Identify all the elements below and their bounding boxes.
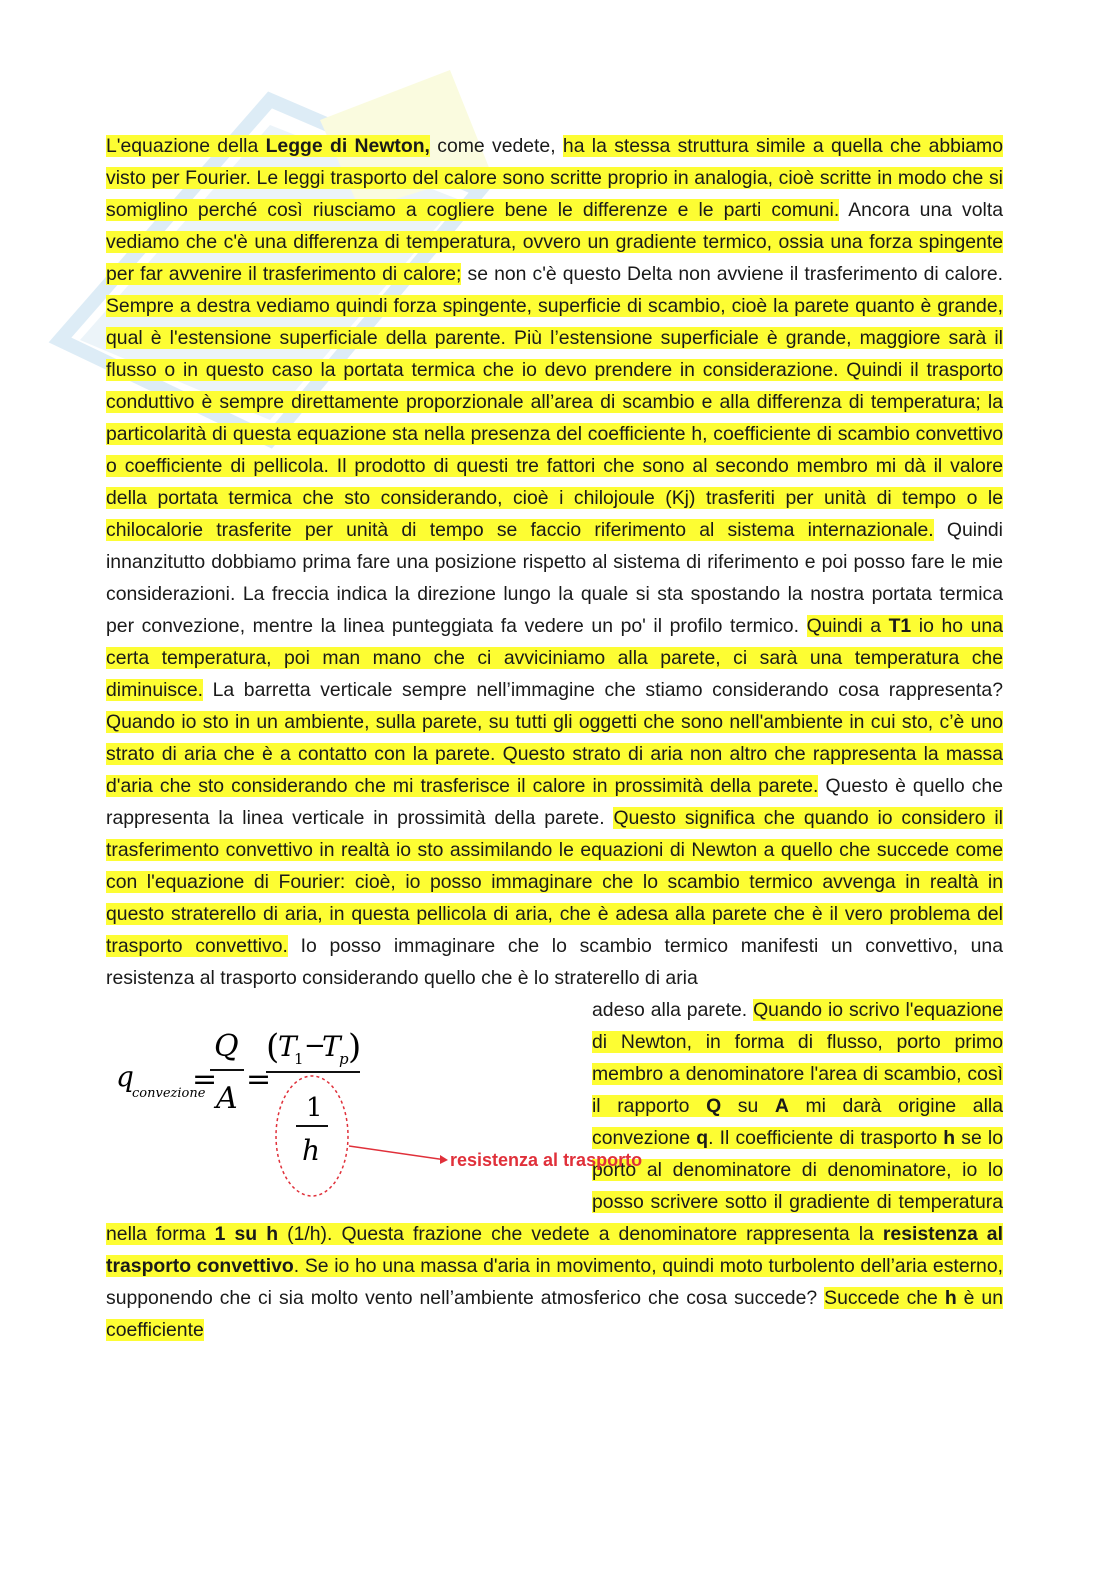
highlighted-text: Quindi a bbox=[806, 615, 889, 637]
Tp-subscript: p bbox=[339, 1050, 349, 1068]
Tp-symbol: T bbox=[322, 1030, 341, 1063]
svg-text:(: ( bbox=[266, 1027, 280, 1067]
body-text: supponendo che ci sia molto vento nell’ambiente atmosferico che cosa succede? bbox=[106, 1287, 825, 1309]
highlighted-text: Questo significa che quando io considero il trasferimento convettivo in realtà io sto assimilando le equazioni di Newton a quello che succede come con l'equazione di Fourier: cioè, io posso immaginare che lo scambio termico avvenga in realtà in questo straterello di aria, in questa pellicola di aria, che è adesa alla parete che è il vero problema del trasporto convettivo. bbox=[106, 807, 1003, 957]
highlighted-text: Succede che bbox=[824, 1287, 945, 1309]
T1-symbol: T bbox=[278, 1030, 297, 1063]
highlighted-text: 1 su h bbox=[214, 1223, 279, 1245]
highlighted-text: T1 bbox=[888, 615, 912, 637]
body-text: Io posso immaginare che lo scambio termico manifesti un convettivo, una resistenza al trasporto considerando quello che è lo straterello di aria bbox=[106, 935, 1003, 989]
highlighted-text: Quando io sto in un ambiente, sulla parete, su tutti gli oggetti che sono nell'ambiente in cui sto, c’è uno strato di aria che è a contatto con la parete. Questo strato di aria non altro che rappresenta la massa d'aria che sto considerando che mi trasferisce il calore in prossimità della parete. bbox=[106, 711, 1003, 797]
svg-text:=: = bbox=[246, 1062, 272, 1097]
q-subscript: convezione bbox=[132, 1086, 206, 1101]
newton-equation-figure bbox=[106, 996, 643, 1201]
annotation-label: resistenza al trasporto bbox=[450, 1150, 643, 1170]
svg-text:=: = bbox=[192, 1062, 218, 1097]
document-page bbox=[106, 130, 1003, 1346]
body-text: come vedete, bbox=[429, 135, 563, 157]
highlighted-text: mi darà origine alla convezione bbox=[592, 1095, 1003, 1149]
highlighted-text: su bbox=[721, 1095, 775, 1117]
svg-text:): ) bbox=[348, 1027, 362, 1067]
one-symbol: 1 bbox=[306, 1093, 323, 1123]
highlighted-text: (1/h). Questa frazione che vedete a denominatore rappresenta la bbox=[278, 1223, 883, 1245]
svg-text:−: − bbox=[304, 1031, 326, 1061]
highlighted-text: . Il coefficiente di trasporto bbox=[708, 1127, 944, 1149]
highlighted-text: io ho una certa temperatura, poi man mano che ci avviciniamo alla parete, ci sarà una temperatura che diminuisce. bbox=[106, 615, 1003, 701]
highlighted-text: Sempre a destra vediamo quindi forza spingente, superficie di scambio, cioè la parete quanto è grande, qual è l'estensione superficiale della parente. Più l’estensione superficiale è grande, maggiore sarà il flusso o in questo caso la portata termica che io devo prendere in considerazione. Quindi il trasporto conduttivo è sempre direttamente proporzionale all’area di scambio e alla differenza di temperatura; la particolarità di questa equazione sta nella presenza del coefficiente h, coefficiente di scambio convettivo o coefficiente di pellicola. Il prodotto di questi tre fattori che sono al secondo membro mi dà il valore della portata termica che sto considerando, cioè i chilojoule (Kj) trasferiti per unità di tempo o le chilocalorie trasferite per unità di tempo se faccio riferimento al sistema internazionale. bbox=[106, 295, 1003, 541]
highlighted-text: Quando io scrivo l'equazione di Newton, in forma di flusso, porto primo membro a denominatore l'area di scambio, così il rapporto bbox=[592, 999, 1003, 1117]
body-text: Questo è quello che rappresenta la linea verticale in prossimità della parete. bbox=[106, 775, 1004, 829]
highlighted-text: vediamo che c'è una differenza di temperatura, ovvero un gradiente termico, ossia una forza spingente per far avvenire il trasferimento di calore; bbox=[106, 231, 1003, 285]
body-text: La barretta verticale sempre nell’immagine che stiamo considerando cosa rappresenta? bbox=[203, 679, 1003, 701]
body-text: se non c'è questo Delta non avviene il trasferimento di calore. bbox=[461, 263, 1003, 285]
body-text: adeso alla parete. bbox=[592, 999, 754, 1021]
highlighted-text: ha la stessa struttura simile a quella che abbiamo visto per Fourier. Le leggi trasporto del calore sono scritte proprio in analogia, cioè scritte in modo che si somiglino perché così riusciamo a cogliere bene le differenze e le parti comuni. bbox=[106, 135, 1003, 221]
highlighted-text: Legge di Newton, bbox=[265, 135, 430, 157]
body-text: Quindi innanzitutto dobbiamo prima fare una posizione rispetto al sistema di riferimento e poi posso fare le mie considerazioni. La freccia indica la direzione lungo la quale si sta spostando la nostra portata termica per convezione, mentre la linea punteggiata fa vedere un po' il profilo termico. bbox=[106, 519, 1003, 637]
h-symbol: h bbox=[302, 1134, 321, 1167]
highlighted-text: L'equazione della bbox=[106, 135, 266, 157]
T1-subscript: 1 bbox=[294, 1050, 304, 1068]
body-text: Ancora una volta bbox=[839, 199, 1004, 221]
A-symbol: A bbox=[216, 1081, 238, 1116]
paragraph-main bbox=[106, 130, 1003, 994]
highlighted-text: q bbox=[696, 1127, 709, 1149]
q-symbol: q bbox=[116, 1060, 134, 1093]
highlighted-text: è un coefficiente bbox=[106, 1287, 1003, 1341]
highlighted-text: resistenza al trasporto convettivo bbox=[106, 1223, 1003, 1277]
Q-symbol: Q bbox=[214, 1029, 239, 1064]
annotation-arrow bbox=[349, 1146, 446, 1160]
highlighted-text: . Se io ho una massa d'aria in movimento, quindi moto turbolento dell’aria esterno, bbox=[293, 1255, 1003, 1277]
highlighted-text: A bbox=[774, 1095, 789, 1117]
highlighted-text: h bbox=[944, 1287, 957, 1309]
highlighted-text: Q bbox=[706, 1095, 722, 1117]
highlighted-text: h bbox=[943, 1127, 956, 1149]
highlighted-text: se lo porto al denominatore di denominatore, io lo posso scrivere sotto il gradiente di temperatura nella forma bbox=[106, 1127, 1003, 1245]
